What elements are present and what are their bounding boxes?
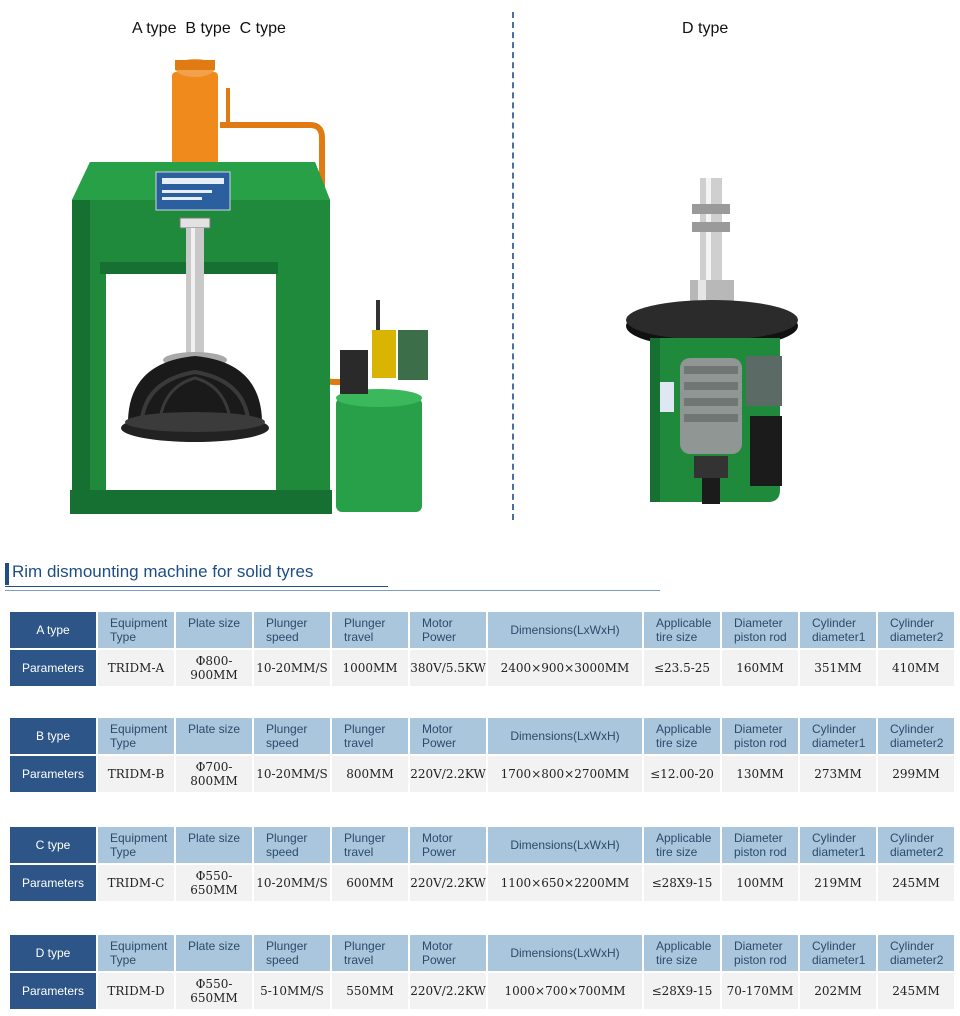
table-cell: 130MM bbox=[722, 756, 798, 792]
column-header: Plunger speed bbox=[254, 827, 330, 863]
table-cell: 380V/5.5KW bbox=[410, 650, 486, 686]
column-header: Equipment Type bbox=[98, 827, 174, 863]
column-header: Plate size bbox=[176, 827, 252, 863]
column-header: Diameter piston rod bbox=[722, 612, 798, 648]
column-header: Plunger speed bbox=[254, 718, 330, 754]
column-header: Dimensions(LxWxH) bbox=[488, 612, 642, 648]
column-header: Plunger travel bbox=[332, 935, 408, 971]
table-cell: 1000MM bbox=[332, 650, 408, 686]
table-cell: ≤28X9-15 bbox=[644, 865, 720, 901]
table-cell: 245MM bbox=[878, 865, 954, 901]
section-title-underline bbox=[5, 586, 388, 587]
table-cell: 220V/2.2KW bbox=[410, 756, 486, 792]
column-header: Plunger travel bbox=[332, 612, 408, 648]
column-header: Dimensions(LxWxH) bbox=[488, 935, 642, 971]
abc-type-title: A type B type C type bbox=[132, 20, 286, 37]
column-header: Cylinder diameter1 bbox=[800, 612, 876, 648]
column-header: Plunger travel bbox=[332, 718, 408, 754]
section-title: Rim dismounting machine for solid tyres bbox=[12, 562, 314, 581]
table-cell: TRIDM-A bbox=[98, 650, 174, 686]
table-cell: 160MM bbox=[722, 650, 798, 686]
spec-table-d-type bbox=[8, 933, 956, 1011]
column-header: Dimensions(LxWxH) bbox=[488, 827, 642, 863]
table-cell: 2400×900×3000MM bbox=[488, 650, 642, 686]
table-cell: 1700×800×2700MM bbox=[488, 756, 642, 792]
table-cell: ≤28X9-15 bbox=[644, 973, 720, 1009]
table-cell: 202MM bbox=[800, 973, 876, 1009]
column-header: Equipment Type bbox=[98, 718, 174, 754]
column-header: Plunger travel bbox=[332, 827, 408, 863]
table-cell: Φ800-900MM bbox=[176, 650, 252, 686]
table-cell: 1000×700×700MM bbox=[488, 973, 642, 1009]
column-header: Motor Power bbox=[410, 827, 486, 863]
table-cell: 70-170MM bbox=[722, 973, 798, 1009]
table-cell: Φ550-650MM bbox=[176, 973, 252, 1009]
abc-type-machine-image bbox=[60, 50, 440, 522]
table-cell: 100MM bbox=[722, 865, 798, 901]
table-cell: 220V/2.2KW bbox=[410, 973, 486, 1009]
table-cell: TRIDM-C bbox=[98, 865, 174, 901]
table-cell: 10-20MM/S bbox=[254, 756, 330, 792]
table-cell: TRIDM-B bbox=[98, 756, 174, 792]
column-header: Applicable tire size bbox=[644, 935, 720, 971]
column-header: Plunger speed bbox=[254, 935, 330, 971]
column-header: Equipment Type bbox=[98, 935, 174, 971]
column-header: Plate size bbox=[176, 718, 252, 754]
column-header: Diameter piston rod bbox=[722, 827, 798, 863]
column-header: Cylinder diameter1 bbox=[800, 827, 876, 863]
column-header: Motor Power bbox=[410, 935, 486, 971]
table-cell: 219MM bbox=[800, 865, 876, 901]
table-cell: 5-10MM/S bbox=[254, 973, 330, 1009]
column-header: Equipment Type bbox=[98, 612, 174, 648]
table-cell: 273MM bbox=[800, 756, 876, 792]
column-header: Dimensions(LxWxH) bbox=[488, 718, 642, 754]
table-cell: 220V/2.2KW bbox=[410, 865, 486, 901]
table-row bbox=[10, 650, 954, 686]
table-cell: 245MM bbox=[878, 973, 954, 1009]
table-cell: Φ700-800MM bbox=[176, 756, 252, 792]
table-cell: 10-20MM/S bbox=[254, 865, 330, 901]
column-header: Cylinder diameter2 bbox=[878, 612, 954, 648]
table-row bbox=[10, 973, 954, 1009]
table-cell: ≤12.00-20 bbox=[644, 756, 720, 792]
column-header: Plate size bbox=[176, 935, 252, 971]
table-cell: ≤23.5-25 bbox=[644, 650, 720, 686]
section-title-accent bbox=[5, 563, 9, 585]
spec-table-c-type bbox=[8, 825, 956, 903]
table-cell: TRIDM-D bbox=[98, 973, 174, 1009]
column-header: Plate size bbox=[176, 612, 252, 648]
table-cell: Φ550-650MM bbox=[176, 865, 252, 901]
row-label: Parameters bbox=[10, 756, 96, 792]
column-header: Cylinder diameter1 bbox=[800, 718, 876, 754]
column-header: Cylinder diameter1 bbox=[800, 935, 876, 971]
table-cell: 351MM bbox=[800, 650, 876, 686]
table-cell: 600MM bbox=[332, 865, 408, 901]
row-label: Parameters bbox=[10, 650, 96, 686]
column-header: Applicable tire size bbox=[644, 827, 720, 863]
table-header-row bbox=[10, 612, 954, 648]
row-label: Parameters bbox=[10, 973, 96, 1009]
column-header: Cylinder diameter2 bbox=[878, 935, 954, 971]
table-header-row bbox=[10, 718, 954, 754]
section-title-underline-long bbox=[5, 590, 660, 591]
table-cell: 800MM bbox=[332, 756, 408, 792]
row-label: Parameters bbox=[10, 865, 96, 901]
table-cell: 10-20MM/S bbox=[254, 650, 330, 686]
type-label: A type bbox=[10, 612, 96, 648]
column-header: Cylinder diameter2 bbox=[878, 718, 954, 754]
table-cell: 1100×650×2200MM bbox=[488, 865, 642, 901]
column-header: Motor Power bbox=[410, 718, 486, 754]
column-header: Diameter piston rod bbox=[722, 935, 798, 971]
type-label: B type bbox=[10, 718, 96, 754]
table-header-row bbox=[10, 827, 954, 863]
type-label: D type bbox=[10, 935, 96, 971]
table-row bbox=[10, 865, 954, 901]
spec-table-b-type bbox=[8, 716, 956, 794]
type-label: C type bbox=[10, 827, 96, 863]
table-row bbox=[10, 756, 954, 792]
d-type-machine-image bbox=[620, 170, 810, 520]
column-header: Plunger speed bbox=[254, 612, 330, 648]
spec-table-a-type bbox=[8, 610, 956, 688]
table-cell: 299MM bbox=[878, 756, 954, 792]
column-header: Applicable tire size bbox=[644, 612, 720, 648]
column-header: Cylinder diameter2 bbox=[878, 827, 954, 863]
pane-divider bbox=[512, 12, 514, 520]
d-type-title: D type bbox=[682, 20, 729, 37]
column-header: Motor Power bbox=[410, 612, 486, 648]
column-header: Diameter piston rod bbox=[722, 718, 798, 754]
column-header: Applicable tire size bbox=[644, 718, 720, 754]
table-cell: 550MM bbox=[332, 973, 408, 1009]
table-cell: 410MM bbox=[878, 650, 954, 686]
table-header-row bbox=[10, 935, 954, 971]
